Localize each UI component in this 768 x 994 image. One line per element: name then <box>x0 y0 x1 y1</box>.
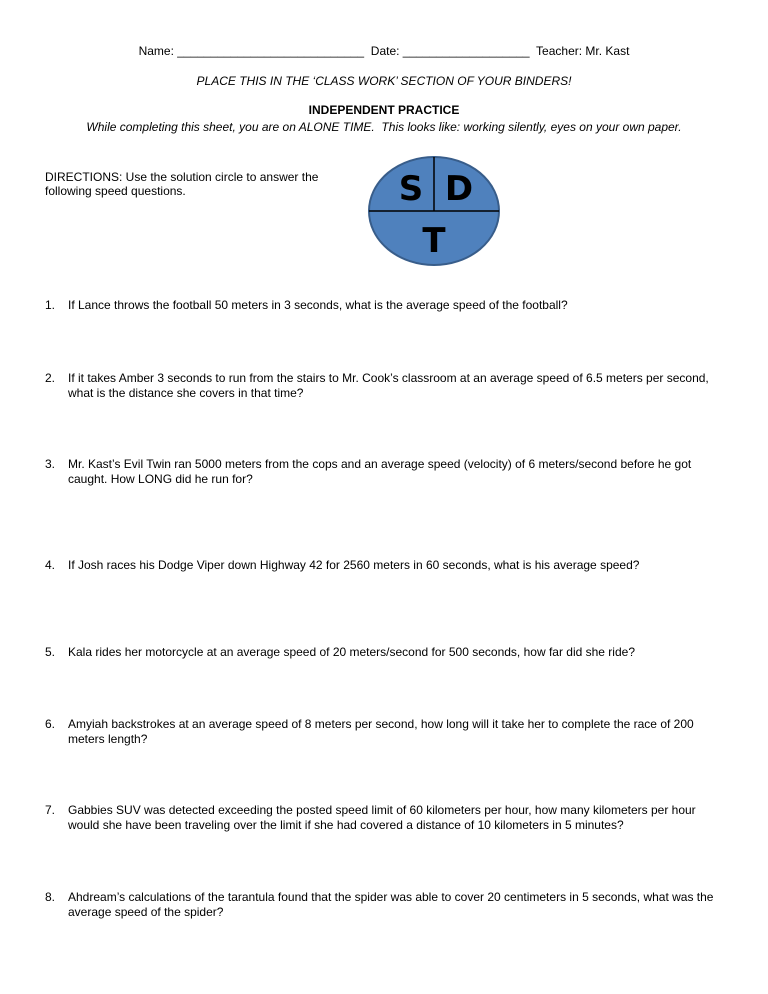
time-letter: T <box>422 221 446 261</box>
question-text: If Lance throws the football 50 meters in 3 seconds, what is the average speed of the football? <box>68 298 568 312</box>
question-text: Mr. Kast’s Evil Twin ran 5000 meters from the cops and an average speed (velocity) of 6 meters/second before he got caught. How LONG did he run for? <box>68 457 692 486</box>
distance-letter: D <box>444 169 474 209</box>
question-number: 6. <box>45 717 56 731</box>
question-text: Gabbies SUV was detected exceeding the posted speed limit of 60 kilometers per hour, how many kilometers per hour would she have been traveling over the limit if she had covered a distance of 10 kilometers in 5 minutes? <box>68 803 696 832</box>
question-number: 5. <box>45 645 56 659</box>
question-text: Ahdream’s calculations of the tarantula found that the spider was able to cover 20 centimeters in 5 seconds, what was the average speed of the spider? <box>68 890 714 919</box>
question-item <box>45 457 730 487</box>
solution-circle <box>367 155 501 267</box>
question-item <box>45 371 730 401</box>
question-item <box>45 558 730 573</box>
question-item <box>45 298 730 313</box>
page-title: INDEPENDENT PRACTICE <box>308 103 460 117</box>
directions-text: DIRECTIONS: Use the solution circle to answer the following speed questions. <box>45 170 319 198</box>
question-item <box>45 717 730 747</box>
question-number: 7. <box>45 803 56 817</box>
question-item <box>45 803 730 833</box>
question-text: Kala rides her motorcycle at an average speed of 20 meters/second for 500 seconds, how far did she ride? <box>68 645 635 659</box>
speed-letter: S <box>398 169 424 209</box>
question-number: 4. <box>45 558 56 572</box>
question-number: 3. <box>45 457 56 471</box>
question-item <box>45 890 730 920</box>
question-number: 2. <box>45 371 56 385</box>
question-text: If Josh races his Dodge Viper down Highway 42 for 2560 meters in 60 seconds, what is his average speed? <box>68 558 640 572</box>
binder-instruction: PLACE THIS IN THE ‘CLASS WORK’ SECTION OF YOUR BINDERS! <box>196 74 572 88</box>
page-subtitle: While completing this sheet, you are on ALONE TIME. This looks like: working silently, eyes on your own paper. <box>86 120 682 134</box>
question-text: Amyiah backstrokes at an average speed of 8 meters per second, how long will it take her to complete the race of 200 meters length? <box>68 717 694 746</box>
question-item <box>45 645 730 660</box>
question-text: If it takes Amber 3 seconds to run from the stairs to Mr. Cook’s classroom at an average speed of 6.5 meters per second, what is the distance she covers in that time? <box>68 371 709 400</box>
question-number: 1. <box>45 298 56 312</box>
header-line: Name: ____________________________ Date: ___________________ Teacher: Mr. Kast <box>138 44 630 58</box>
question-number: 8. <box>45 890 56 904</box>
